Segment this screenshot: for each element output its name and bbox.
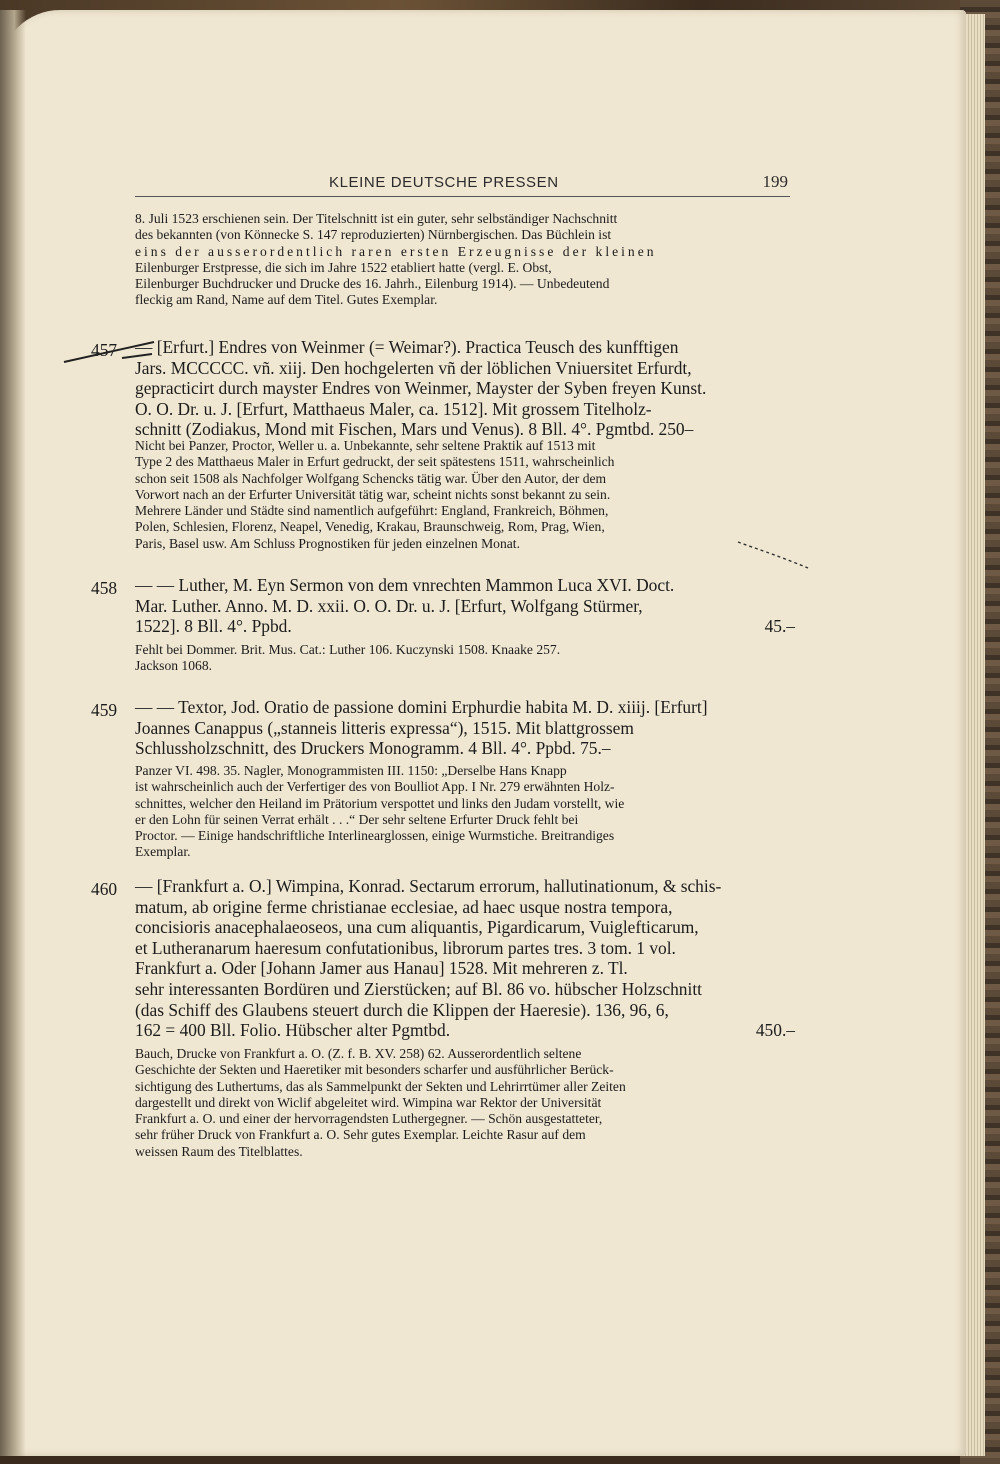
note-line: eins der ausserordentlich raren ersten Erzeugnisse der kleinen — [135, 243, 657, 259]
note-line: Jackson 1068. — [135, 658, 213, 674]
note-line: sehr früher Druck von Frankfurt a. O. Sehr gutes Exemplar. Leichte Rasur auf dem — [135, 1127, 586, 1143]
entry-number: 459 — [91, 700, 118, 720]
note-line: Geschichte der Sekten und Haeretiker mit besonders scharfer und ausführlicher Berück- — [135, 1062, 614, 1078]
entry-number: 460 — [91, 879, 118, 899]
entry-line-text: 162 = 400 Bll. Folio. Hübscher alter Pgmtbd. — [135, 1020, 451, 1041]
entry-line: matum, ab origine ferme christianae ecclesiae, ad haec usque nostra tempora, — [135, 896, 673, 917]
page-gutter — [0, 10, 26, 1456]
entry-458-main — [135, 575, 795, 637]
entry-line: (das Schiff des Glaubens steuert durch die Klippen der Haeresie). 136, 96, 6, — [135, 999, 669, 1020]
note-line: Frankfurt a. O. und einer der hervorragendsten Luthergegner. — Schön ausgestatteter, — [135, 1111, 603, 1127]
note-line: fleckig am Rand, Name auf dem Titel. Gutes Exemplar. — [135, 292, 438, 308]
entry-459-main — [135, 697, 795, 759]
entry-number: 457 — [91, 340, 118, 360]
entry-number: 458 — [91, 578, 118, 598]
running-header — [135, 172, 790, 197]
entry-line: — [Erfurt.] Endres von Weinmer (= Weimar?). Practica Teusch des kunfftigen — [135, 337, 679, 357]
entry-line: Frankfurt a. Oder [Johann Jamer aus Hanau] 1528. Mit mehreren z. Tl. — [135, 958, 628, 979]
note-line: Mehrere Länder und Städte sind namentlich aufgeführt: England, Frankreich, Böhmen, — [135, 503, 609, 519]
entry-line: Mar. Luther. Anno. M. D. xxii. O. O. Dr. u. J. [Erfurt, Wolfgang Stürmer, — [135, 595, 643, 616]
note-line: Eilenburger Erstpresse, die sich im Jahre 1522 etabliert hatte (vergl. E. Obst, — [135, 259, 552, 275]
note-line: schnittes, welcher den Heiland im Prätorium verspottet und links den Judam vorstellt, wie — [135, 795, 625, 811]
note-line: Polen, Schlesien, Florenz, Neapel, Venedig, Krakau, Braunschweig, Rom, Prag, Wien, — [135, 519, 605, 535]
entry-line — [135, 1020, 795, 1041]
note-line: Exemplar. — [135, 844, 191, 860]
entry-460-note — [135, 1046, 795, 1160]
note-line: Type 2 des Matthaeus Maler in Erfurt gedruckt, der seit spätestens 1511, wahrscheinlich — [135, 454, 615, 470]
entry-457-note — [135, 438, 795, 552]
note-line: Panzer VI. 498. 35. Nagler, Monogrammisten III. 1150: „Derselbe Hans Knapp — [135, 763, 567, 778]
entry-line: Schlussholzschnitt, des Druckers Monogramm. 4 Bll. 4°. Ppbd. 75.– — [135, 738, 611, 759]
note-line: dargestellt und direkt von Wiclif abgeleitet wird. Wimpina war Rektor der Universität — [135, 1094, 602, 1110]
note-line: Eilenburger Buchdrucker und Drucke des 16. Jahrh., Eilenburg 1914). — Unbedeutend — [135, 276, 610, 292]
entry-line-text: 1522]. 8 Bll. 4°. Ppbd. — [135, 616, 292, 637]
note-line: 8. Juli 1523 erschienen sein. Der Titelschnitt ist ein guter, sehr selbständiger Nachschnitt — [135, 211, 618, 226]
note-line: Bauch, Drucke von Frankfurt a. O. (Z. f. B. XV. 258) 62. Ausserordentlich seltene — [135, 1046, 582, 1061]
entry-457-main — [135, 337, 795, 440]
note-line: Vorwort nach an der Erfurter Universität tätig war, scheint nichts sonst bekannt zu sein. — [135, 486, 611, 502]
note-line: Fehlt bei Dommer. Brit. Mus. Cat.: Luther 106. Kuczynski 1508. Knaake 257. — [135, 642, 561, 657]
note-line: Nicht bei Panzer, Proctor, Weller u. a. Unbekannte, sehr seltene Praktik auf 1513 mit — [135, 438, 596, 453]
entry-line: schnitt (Zodiakus, Mond mit Fischen, Mars und Venus). 8 Bll. 4°. Pgmtbd. 250– — [135, 419, 694, 440]
entry-459-note — [135, 763, 795, 861]
running-title: KLEINE DEUTSCHE PRESSEN — [329, 174, 559, 191]
note-line: Proctor. — Einige handschriftliche Interlinearglossen, einige Wurmstiche. Breitrandiges — [135, 828, 615, 844]
price: 45.– — [764, 616, 795, 637]
entry-line: gepracticirt durch mayster Endres von Weinmer, Mayster der Syben freyen Kunst. — [135, 378, 707, 399]
note-line: sichtigung des Luthertums, das als Sammelpunkt der Sekten und Lehrirrtümer aller Zeiten — [135, 1078, 626, 1094]
note-line: Paris, Basel usw. Am Schluss Prognostiken für jeden einzelnen Monat. — [135, 535, 520, 551]
entry-line: Jars. MCCCCC. vñ. xiij. Den hochgelerten vñ der löblichen Vniuersitet Erfurdt, — [135, 357, 692, 378]
price: 450.– — [755, 1020, 795, 1041]
entry-line: Joannes Canappus („stanneis litteris expressa“), 1515. Mit blattgrossem — [135, 717, 634, 738]
note-line: ist wahrscheinlich auch der Verfertiger des von Boulliot App. I Nr. 279 erwähnten Holz- — [135, 779, 615, 795]
entry-line: et Lutheranarum haeresum confutationibus, librorum partes tres. 3 tom. 1 vol. — [135, 937, 676, 958]
entry-line: O. O. Dr. u. J. [Erfurt, Matthaeus Maler, ca. 1512]. Mit grossem Titelholz- — [135, 398, 652, 419]
entry-line — [135, 616, 795, 637]
page-number: 199 — [762, 172, 788, 191]
entry-line: — — Luther, M. Eyn Sermon von dem vnrechten Mammon Luca XVI. Doct. — [135, 575, 675, 595]
continuation-note — [135, 211, 790, 309]
entry-line: — [Frankfurt a. O.] Wimpina, Konrad. Sectarum errorum, hallutinationum, & schis- — [135, 876, 722, 896]
pencil-mark — [734, 538, 814, 574]
entry-line: sehr interessanten Bordüren und Zierstücken; auf Bl. 86 vo. hübscher Holzschnitt — [135, 978, 702, 999]
note-line: des bekannten (von Könnecke S. 147 reproduzierten) Nürnbergischen. Das Büchlein ist — [135, 227, 612, 243]
entry-line: — — Textor, Jod. Oratio de passione domini Erphurdie habita M. D. xiiij. [Erfurt] — [135, 697, 708, 717]
note-line: weissen Raum des Titelblattes. — [135, 1143, 303, 1159]
note-line: schon seit 1508 als Nachfolger Wolfgang Schencks tätig war. Über den Autor, der dem — [135, 470, 607, 486]
entry-line: concisioris anacephalaeoseos, una cum aliquantis, Pigardicarum, Vuiglefticarum, — [135, 917, 699, 938]
entry-458-note — [135, 642, 795, 675]
entry-460-main — [135, 876, 795, 1041]
note-line: er den Lohn für seinen Verrat erhält . . .“ Der sehr seltene Erfurter Druck fehlt bei — [135, 811, 579, 827]
